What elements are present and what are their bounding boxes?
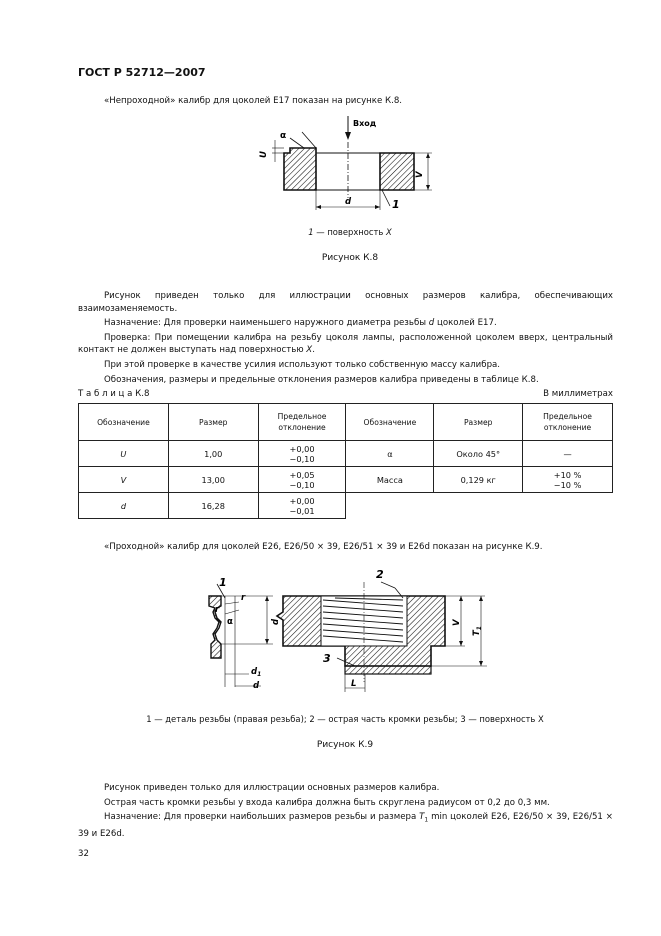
k8-label-v: V — [415, 171, 425, 178]
figure-k9-drawing — [195, 562, 505, 702]
k8-label-inlet: Вход — [353, 119, 377, 128]
table-header-row — [79, 404, 613, 441]
paragraphs-k8 — [78, 290, 613, 388]
table-row: V 13,00 +0,05 −0,10 Масса 0,129 кг +10 % −10 % — [79, 467, 613, 493]
k8-label-alpha: α — [280, 131, 287, 141]
para-k8-check: Проверка: При помещении калибра на резьбу цоколя лампы, расположенной цоколем вверх, центральный контакт не должен выступать над поверхностью X. — [78, 332, 613, 356]
k9-label-alpha: α — [227, 617, 233, 627]
k9-label-d-vert: d — [271, 618, 281, 625]
document-header: ГОСТ Р 52712—2007 — [78, 66, 206, 79]
intro-k8: «Непроходной» калибр для цоколей Е17 показан на рисунке К.8. — [104, 96, 403, 106]
k9-label-r: r — [241, 593, 246, 603]
k9-label-d: d — [253, 681, 260, 691]
paragraphs-k9 — [78, 782, 613, 842]
th-size-2: Размер — [434, 404, 523, 441]
k9-label-l: L — [351, 679, 357, 689]
th-designation: Обозначение — [79, 404, 169, 441]
para-k9-illustration: Рисунок приведен только для иллюстрации основных размеров калибра. — [104, 783, 440, 793]
figure-k8-caption: Рисунок К.8 — [321, 253, 379, 263]
k8-label-u: U — [259, 151, 269, 158]
th-deviation-2: Предельное отклонение — [523, 404, 613, 441]
intro-k9: «Проходной» калибр для цоколей Е26, Е26/50 × 39, Е26/51 × 39 и Е26d показан на рисунке К.9. — [104, 542, 543, 552]
figure-k9-caption: Рисунок К.9 — [316, 740, 374, 750]
table-row: U 1,00 +0,00 −0,10 α Около 45° — — [79, 441, 613, 467]
table-k8 — [78, 403, 613, 519]
k8-label-d: d — [345, 197, 352, 207]
k9-label-t1: $T_1$ — [472, 626, 483, 636]
k9-label-two: 2 — [376, 568, 384, 581]
para-k9-edge: Острая часть кромки резьбы у входа калибра должна быть скруглена радиусом от 0,2 до 0,3 мм. — [104, 797, 550, 808]
para-k9-purpose: Назначение: Для проверки наибольших размеров резьбы и размера $T_1$ min цоколей Е26, Е26/50 × 39, Е26/51 × 39 и Е26d. — [78, 812, 613, 839]
k9-label-v: V — [452, 619, 462, 626]
para-k8-force: При этой проверке в качестве усилия используют только собственную массу калибра. — [104, 359, 501, 370]
figure-k8-drawing — [250, 112, 450, 217]
k8-right-wall — [380, 153, 414, 190]
para-k8-illustration: Рисунок приведен только для иллюстрации основных размеров калибра, обеспечивающих взаимозаменяемость. — [78, 291, 613, 314]
table-k8-title: Т а б л и ц а К.8 — [78, 389, 150, 399]
k9-label-three: 3 — [323, 652, 331, 665]
figure-k8-legend: 1 — поверхность X — [308, 227, 392, 237]
k9-label-one: 1 — [219, 576, 227, 589]
table-row: d 16,28 +0,00 −0,01 — [79, 493, 613, 519]
k9-label-r2: r — [215, 605, 220, 615]
para-k8-table-ref: Обозначения, размеры и предельные отклонения размеров калибра приведены в таблице К.8. — [104, 374, 539, 385]
th-designation-2: Обозначение — [346, 404, 434, 441]
table-k8-units: В миллиметрах — [543, 389, 613, 399]
th-size: Размер — [168, 404, 258, 441]
para-k8-purpose: Назначение: Для проверки наименьшего наружного диаметра резьбы d цоколей Е17. — [104, 318, 497, 329]
k8-left-wall — [284, 148, 316, 190]
th-deviation: Предельное отклонение — [258, 404, 346, 441]
k8-label-one: 1 — [392, 198, 400, 211]
page-number: 32 — [78, 849, 89, 859]
k9-label-d1: $d_1$ — [251, 667, 262, 678]
figure-k9-legend: 1 — деталь резьбы (правая резьба); 2 — острая часть кромки резьбы; 3 — поверхность X — [146, 714, 544, 724]
